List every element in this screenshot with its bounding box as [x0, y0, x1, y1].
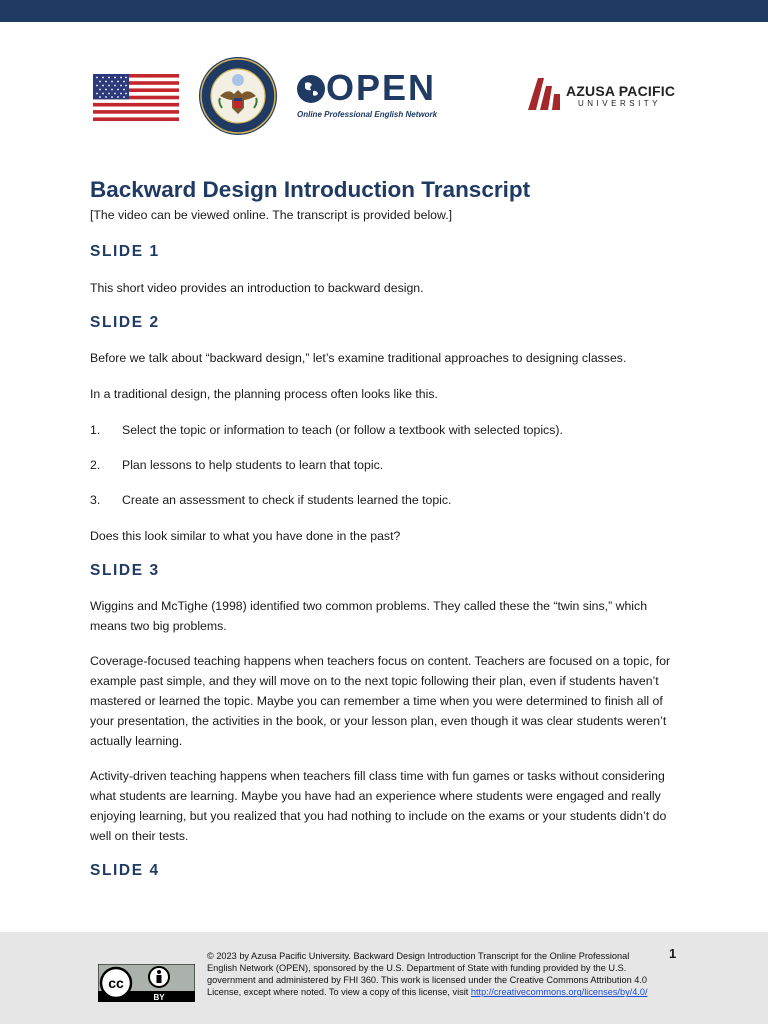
slide-1-heading: SLIDE 1: [90, 243, 160, 260]
open-globe-icon: [296, 74, 326, 104]
slide-4-heading: SLIDE 4: [90, 862, 160, 879]
slide-3-heading: SLIDE 3: [90, 562, 160, 579]
list-item-text: Plan lessons to help students to learn that topic.: [122, 458, 384, 472]
list-item: [90, 455, 680, 475]
list-item-text: Select the topic or information to teach (or follow a textbook with selected topics).: [122, 423, 563, 437]
slide-2-heading: SLIDE 2: [90, 314, 160, 331]
apu-logo-name: AZUSA PACIFIC: [566, 83, 676, 99]
list-item-number: 2.: [90, 458, 101, 472]
document-title: Backward Design Introduction Transcript: [90, 177, 531, 202]
list-item-text: Create an assessment to check if students learned the topic.: [122, 493, 452, 507]
paragraph: Wiggins and McTighe (1998) identified two common problems. They called these the “twin sins,” which means two big problems.: [90, 599, 648, 633]
department-of-state-seal-icon: [198, 56, 278, 136]
document-subtitle: [The video can be viewed online. The transcript is provided below.]: [90, 208, 453, 222]
paragraph: Activity-driven teaching happens when teachers fill class time with fun games or tasks without considering what students are learning. Maybe you have had an experience where students were engaged and really enjoying learning, but you realized that you had nothing to include on the exams or your students didn’t do well on their tests.: [90, 769, 667, 843]
paragraph: Before we talk about “backward design,” let’s examine traditional approaches to designing classes.: [90, 351, 627, 365]
apu-logo-icon: [526, 76, 562, 110]
page-number: 1: [669, 946, 677, 961]
paragraph: This short video provides an introduction to backward design.: [90, 281, 424, 295]
cc-by-license-icon[interactable]: [98, 964, 195, 1002]
license-text: © 2023 by Azusa Pacific University. Backward Design Introduction Transcript for the Online Professional English Network (OPEN), sponsored by the U.S. Department of State with funding provided by the U.S. government and administered by FHI 360. This work is licensed under the Creative Commons Attribution 4.0 License, except where noted. To view a copy of this license, visit: [207, 951, 648, 998]
open-logo-wordmark: OPEN: [326, 67, 437, 108]
paragraph: In a traditional design, the planning process often looks like this.: [90, 387, 438, 401]
svg-text:cc: cc: [108, 975, 124, 991]
list-item: [90, 420, 680, 440]
document-body: [90, 176, 680, 881]
apu-logo-subtitle: UNIVERSITY: [578, 99, 662, 108]
list-item-number: 1.: [90, 423, 101, 437]
list-item-number: 3.: [90, 493, 101, 507]
list-item: [90, 490, 680, 510]
paragraph: Coverage-focused teaching happens when teachers focus on content. Teachers are focused on a topic, for example past simple, and they will move on to the next topic following their plan, even if students haven’t mastered or learned the topic. Maybe you can remember a time when you were determined to finish all of your presentation, the activities in the book, or your lesson plan, even though it was clear students weren’t actually learning.: [90, 654, 671, 748]
license-notice: [207, 950, 657, 998]
us-flag-icon: [93, 74, 179, 121]
paragraph: Does this look similar to what you have done in the past?: [90, 529, 401, 543]
top-banner-bar: [0, 0, 768, 22]
cc-by-label: BY: [153, 993, 165, 1002]
open-logo-subtitle: Online Professional English Network: [297, 110, 438, 119]
license-link[interactable]: http://creativecommons.org/licenses/by/4.0/: [470, 987, 648, 998]
